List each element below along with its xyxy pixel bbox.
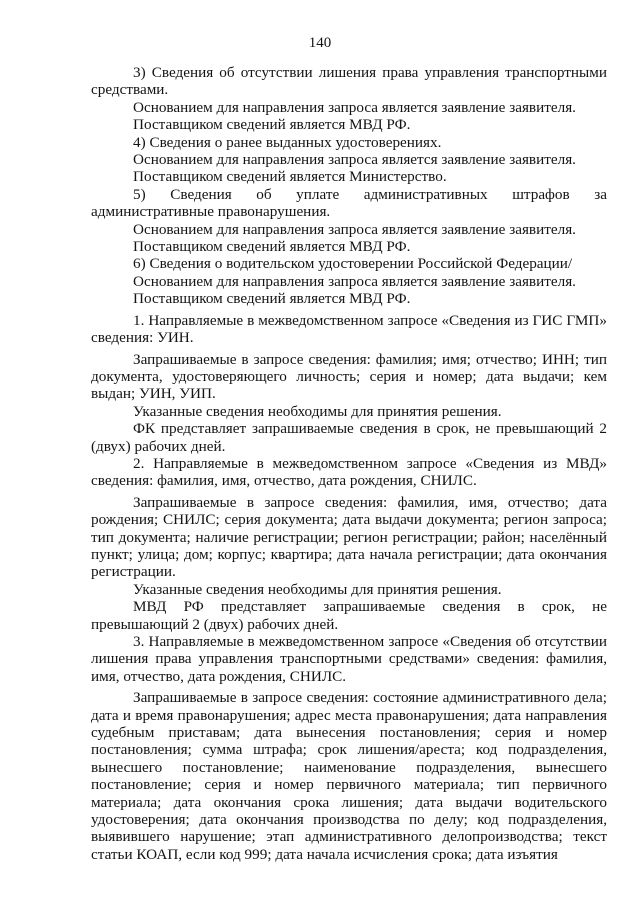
paragraph-request-mvd: 2. Направляемые в межведомственном запросе «Сведения из МВД» сведения: фамилия, имя, отчество, дата рождения, СНИЛС.	[91, 454, 607, 490]
paragraph-deadline: МВД РФ представляет запрашиваемые сведения в срок, не превышающий 2 (двух) рабочих дней.	[91, 598, 607, 633]
paragraph-request-gis-gmp: 1. Направляемые в межведомственном запросе «Сведения из ГИС ГМП» сведения: УИН.	[91, 311, 607, 347]
paragraph-necessity: Указанные сведения необходимы для принятия решения.	[133, 580, 502, 598]
paragraph-item-5-heading: 5) Сведения об уплате административных штрафов за административные правонарушения.	[91, 185, 607, 221]
paragraph-basis: Основанием для направления запроса является заявление заявителя.	[133, 220, 576, 238]
document-body	[91, 64, 607, 863]
paragraph-request-license: 3. Направляемые в межведомственном запросе «Сведения об отсутствии лишения права управления транспортными средствами» сведения: фамилия, имя, отчество, дата рождения, СНИЛС.	[91, 633, 607, 685]
paragraph-item-4-heading: 4) Сведения о ранее выданных удостоверениях.	[133, 133, 442, 151]
paragraph-necessity: Указанные сведения необходимы для принятия решения.	[133, 402, 502, 420]
paragraph-basis: Основанием для направления запроса является заявление заявителя.	[133, 98, 576, 116]
paragraph-basis: Основанием для направления запроса является заявление заявителя.	[133, 151, 576, 169]
paragraph-provider: Поставщиком сведений является МВД РФ.	[133, 238, 411, 256]
paragraph-requested-data: Запрашиваемые в запросе сведения: состояние административного дела; дата и время правонарушения; адрес места правонарушения; дата направления судебным приставам; дата вынесения постановления; серия и номер постановления; сумма штрафа; срок лишения/ареста; код подразделения, вынесшего постановление; наименование подразделения, вынесшего постановление; серия и номер первичного материала; тип первичного материала; дата окончания срока лишения; дата выдачи водительского удостоверения; дата окончания производства по делу; код подразделения, выявившего нарушение; этап административного делопроизводства; текст статьи КОАП, если код 999; дата начала исчисления срока; дата изъятия	[91, 689, 607, 863]
paragraph-provider: Поставщиком сведений является МВД РФ.	[133, 116, 411, 134]
paragraph-requested-data: Запрашиваемые в запросе сведения: фамилия, имя, отчество; дата рождения; СНИЛС; серия документа; дата выдачи документа; регион запроса; тип документа; наличие регистрации; регион регистрации; район; населённый пункт; улица; дом; корпус; квартира; дата начала регистрации; дата окончания регистрации.	[91, 493, 607, 581]
page-number: 140	[308, 35, 332, 51]
paragraph-basis: Основанием для направления запроса является заявление заявителя.	[133, 272, 576, 290]
paragraph-item-6-heading: 6) Сведения о водительском удостоверении Российской Федерации/	[133, 255, 573, 273]
paragraph-provider: Поставщиком сведений является МВД РФ.	[133, 290, 411, 308]
paragraph-item-3-heading: 3) Сведения об отсутствии лишения права управления транспортными средствами.	[91, 64, 607, 99]
paragraph-requested-data: Запрашиваемые в запросе сведения: фамилия; имя; отчество; ИНН; тип документа, удостоверяющего личность; серия и номер; дата выдачи; кем выдан; УИН, УИП.	[91, 350, 607, 403]
paragraph-provider: Поставщиком сведений является Министерство.	[133, 168, 447, 186]
paragraph-deadline: ФК представляет запрашиваемые сведения в срок, не превышающий 2 (двух) рабочих дней.	[91, 420, 607, 455]
